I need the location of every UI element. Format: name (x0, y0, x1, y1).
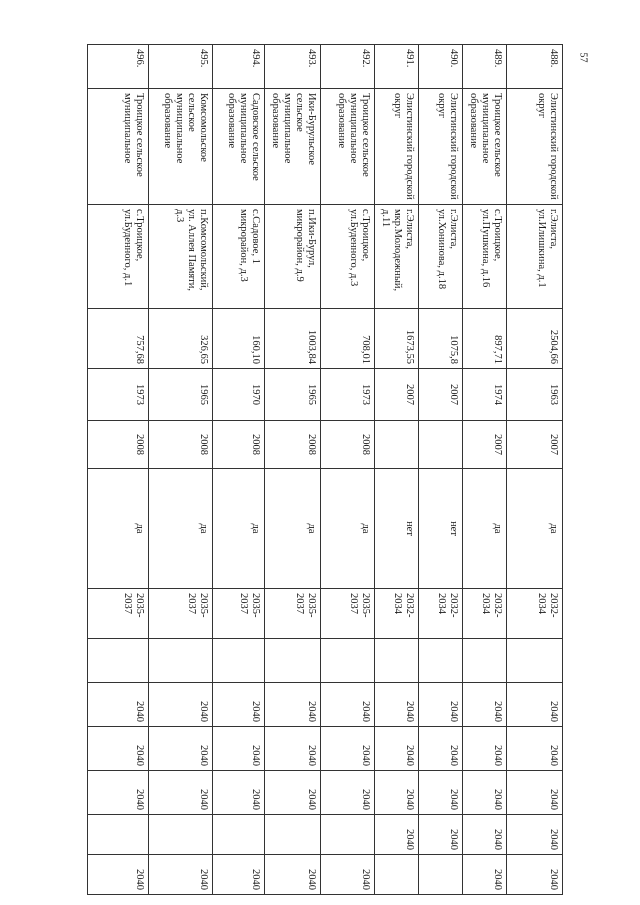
year-cell: 2008 (149, 421, 213, 469)
year-2040-cell: 2040 (265, 771, 321, 815)
area-cell: 1075,8 (419, 309, 463, 369)
year-built-cell: 1974 (463, 369, 507, 421)
blank-year-cell (419, 639, 463, 683)
area-cell: 897,71 (463, 309, 507, 369)
flag-cell: да (265, 469, 321, 589)
flag-cell: да (149, 469, 213, 589)
year-2040-cell: 2040 (375, 771, 419, 815)
area-cell: 757,68 (88, 309, 149, 369)
housing-table (87, 44, 563, 895)
rotated-table-container (88, 44, 563, 894)
year-2040-cell: 2040 (375, 683, 419, 727)
table-row (213, 45, 265, 895)
year-2040-cell: 2040 (88, 855, 149, 895)
year-2040-cell: 2040 (265, 727, 321, 771)
row-number: 495. (149, 45, 213, 89)
area-cell: 1673,55 (375, 309, 419, 369)
year-2040-cell: 2040 (88, 727, 149, 771)
address-cell: с.Троицкое, ул.Пушкина, д.16 (463, 205, 507, 309)
municipality-cell: Элистинский городской округ (507, 89, 563, 205)
municipality-cell: Садовское сельское муниципальное образование (213, 89, 265, 205)
table-row (375, 45, 419, 895)
year-2040-cell (265, 815, 321, 855)
year-2040-cell: 2040 (375, 727, 419, 771)
year-2040-cell: 2040 (149, 855, 213, 895)
area-cell: 2504,66 (507, 309, 563, 369)
flag-cell: да (507, 469, 563, 589)
address-cell: с.Садовое, 1 микрорайон, д.3 (213, 205, 265, 309)
period-cell: 2032-2034 (507, 589, 563, 639)
year-2040-cell: 2040 (463, 855, 507, 895)
address-cell: п.Комсомольский, ул. Аллея Памяти, д.3 (149, 205, 213, 309)
year-2040-cell: 2040 (463, 815, 507, 855)
year-built-cell: 1963 (507, 369, 563, 421)
year-2040-cell: 2040 (149, 771, 213, 815)
flag-cell: да (463, 469, 507, 589)
address-cell: п.Ики-Бурул, микрорайон, д.9 (265, 205, 321, 309)
flag-cell: да (321, 469, 375, 589)
page-number: 57 (577, 52, 589, 63)
year-built-cell: 1965 (149, 369, 213, 421)
year-2040-cell: 2040 (507, 771, 563, 815)
year-cell (419, 421, 463, 469)
table-row (149, 45, 213, 895)
period-cell: 2035-2037 (265, 589, 321, 639)
table-row (88, 45, 149, 895)
year-2040-cell (419, 855, 463, 895)
area-cell: 708,01 (321, 309, 375, 369)
period-cell: 2032-2034 (375, 589, 419, 639)
table-row (419, 45, 463, 895)
year-2040-cell (375, 855, 419, 895)
year-2040-cell: 2040 (149, 683, 213, 727)
row-number: 493. (265, 45, 321, 89)
row-number: 491. (375, 45, 419, 89)
municipality-cell: Ики-Бурульское сельское муниципальное образование (265, 89, 321, 205)
municipality-cell: Троицкое сельское муниципальное (88, 89, 149, 205)
year-2040-cell: 2040 (265, 683, 321, 727)
year-cell: 2007 (463, 421, 507, 469)
year-2040-cell: 2040 (213, 727, 265, 771)
year-built-cell: 1973 (321, 369, 375, 421)
year-cell: 2008 (213, 421, 265, 469)
year-2040-cell: 2040 (419, 771, 463, 815)
year-2040-cell (213, 815, 265, 855)
row-number: 496. (88, 45, 149, 89)
area-cell: 1003,84 (265, 309, 321, 369)
table-row (463, 45, 507, 895)
municipality-cell: Троицкое сельское муниципальное образование (321, 89, 375, 205)
year-cell: 2007 (507, 421, 563, 469)
year-2040-cell: 2040 (321, 683, 375, 727)
year-2040-cell: 2040 (507, 683, 563, 727)
year-2040-cell: 2040 (419, 683, 463, 727)
row-number: 492. (321, 45, 375, 89)
year-2040-cell: 2040 (321, 771, 375, 815)
year-built-cell: 2007 (419, 369, 463, 421)
period-cell: 2035-2037 (213, 589, 265, 639)
municipality-cell: Элистинский городской округ (419, 89, 463, 205)
year-cell: 2008 (88, 421, 149, 469)
row-number: 490. (419, 45, 463, 89)
flag-cell: нет (419, 469, 463, 589)
municipality-cell: Элистинский городской округ (375, 89, 419, 205)
period-cell: 2032-2034 (419, 589, 463, 639)
year-2040-cell: 2040 (88, 683, 149, 727)
address-cell: г.Элиста, мкр.Молодежный, д.11 (375, 205, 419, 309)
year-2040-cell: 2040 (321, 727, 375, 771)
year-built-cell: 2007 (375, 369, 419, 421)
municipality-cell: Комсомольское сельское муниципальное образование (149, 89, 213, 205)
row-number: 489. (463, 45, 507, 89)
table-row (265, 45, 321, 895)
year-2040-cell: 2040 (507, 727, 563, 771)
year-2040-cell: 2040 (213, 771, 265, 815)
year-2040-cell: 2040 (463, 683, 507, 727)
year-2040-cell: 2040 (213, 683, 265, 727)
blank-year-cell (463, 639, 507, 683)
blank-year-cell (88, 639, 149, 683)
flag-cell: да (213, 469, 265, 589)
year-2040-cell: 2040 (463, 771, 507, 815)
municipality-cell: Троицкое сельское муниципальное образование (463, 89, 507, 205)
flag-cell: нет (375, 469, 419, 589)
blank-year-cell (321, 639, 375, 683)
year-2040-cell: 2040 (375, 815, 419, 855)
row-number: 488. (507, 45, 563, 89)
year-built-cell: 1970 (213, 369, 265, 421)
period-cell: 2035-2037 (149, 589, 213, 639)
blank-year-cell (507, 639, 563, 683)
blank-year-cell (265, 639, 321, 683)
year-built-cell: 1973 (88, 369, 149, 421)
year-cell (375, 421, 419, 469)
table-row (321, 45, 375, 895)
year-2040-cell: 2040 (265, 855, 321, 895)
year-cell: 2008 (265, 421, 321, 469)
address-cell: г.Элиста, ул.Хонинова, д.18 (419, 205, 463, 309)
row-number: 494. (213, 45, 265, 89)
year-2040-cell: 2040 (149, 727, 213, 771)
year-2040-cell (149, 815, 213, 855)
blank-year-cell (149, 639, 213, 683)
year-2040-cell: 2040 (419, 815, 463, 855)
year-2040-cell: 2040 (507, 855, 563, 895)
year-built-cell: 1965 (265, 369, 321, 421)
address-cell: г.Элиста, ул.Илишкина, д.1 (507, 205, 563, 309)
table-row (507, 45, 563, 895)
year-2040-cell: 2040 (88, 771, 149, 815)
period-cell: 2035-2037 (88, 589, 149, 639)
year-2040-cell: 2040 (507, 815, 563, 855)
period-cell: 2032-2034 (463, 589, 507, 639)
year-2040-cell: 2040 (321, 855, 375, 895)
flag-cell: да (88, 469, 149, 589)
year-2040-cell (321, 815, 375, 855)
address-cell: с.Троицкое, ул.Буденного, д.1 (88, 205, 149, 309)
year-2040-cell: 2040 (463, 727, 507, 771)
year-2040-cell: 2040 (213, 855, 265, 895)
area-cell: 160,10 (213, 309, 265, 369)
year-cell: 2008 (321, 421, 375, 469)
year-2040-cell (88, 815, 149, 855)
area-cell: 326,65 (149, 309, 213, 369)
blank-year-cell (375, 639, 419, 683)
blank-year-cell (213, 639, 265, 683)
address-cell: с.Троицкое, ул.Буденного, д.3 (321, 205, 375, 309)
period-cell: 2035-2037 (321, 589, 375, 639)
year-2040-cell: 2040 (419, 727, 463, 771)
